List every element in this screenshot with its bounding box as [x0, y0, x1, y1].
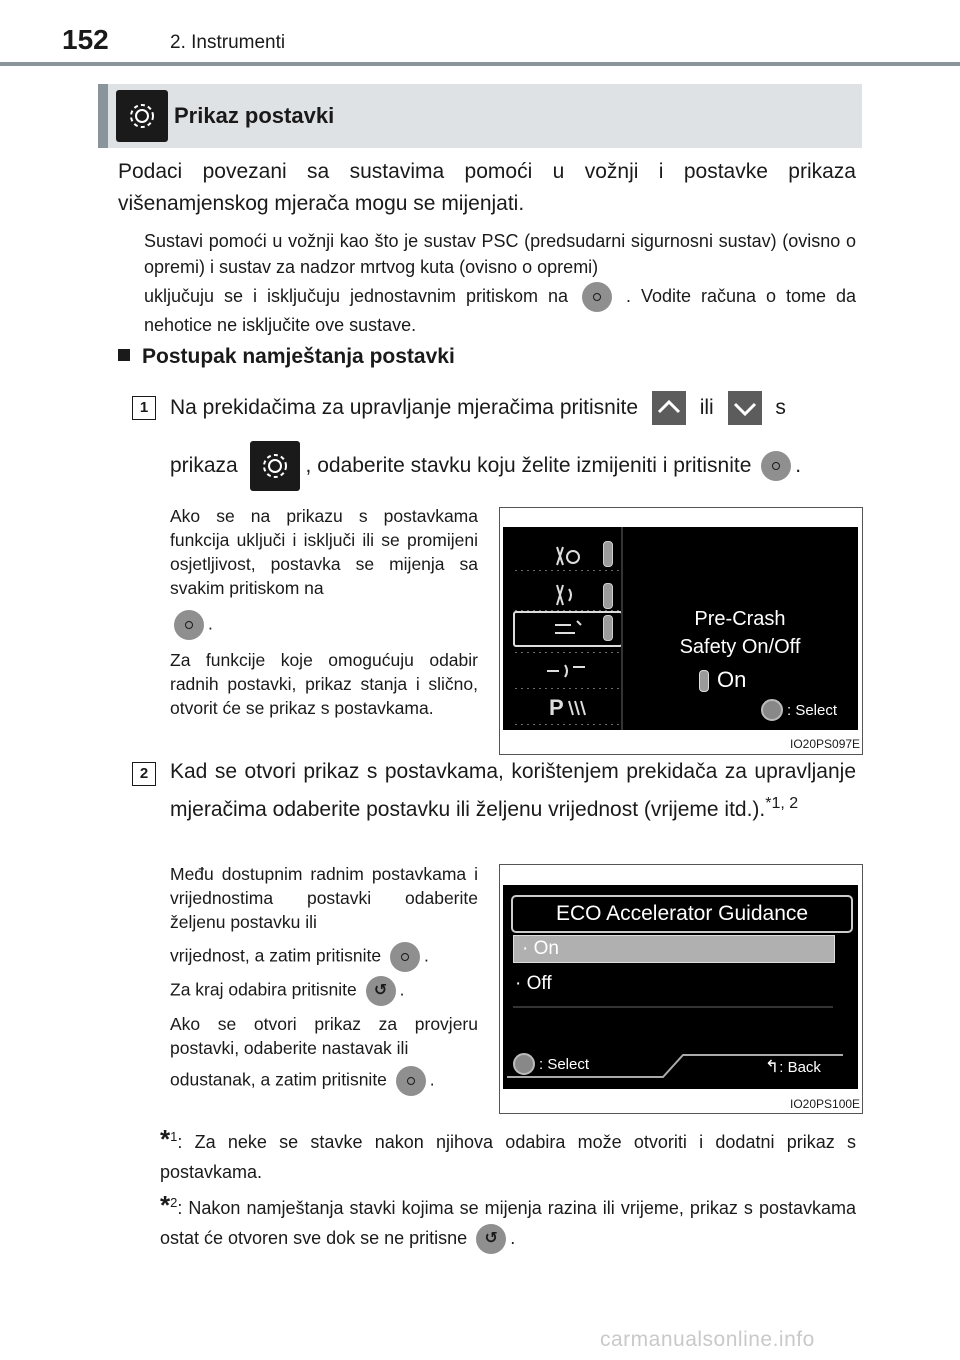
- settings-gear-icon: [116, 90, 168, 142]
- note-text-b: . Vodite računa o tome da nehotice ne isključite ove sustave.: [144, 285, 856, 335]
- step1-line2: prikaza , odaberite stavku koju želite izmijeniti i pritisnite .: [170, 440, 870, 492]
- menu-item-parking: [513, 691, 619, 735]
- setting-value: On: [699, 667, 746, 693]
- back-button-icon: ↺: [366, 976, 396, 1006]
- bullet-square-icon: [118, 349, 130, 361]
- ok-button-icon: [582, 282, 612, 312]
- screenshot-precrash: [499, 507, 863, 755]
- option-on-selected: · On: [513, 935, 835, 963]
- section-title: Prikaz postavki: [174, 103, 335, 128]
- eco-title-box: ECO Accelerator Guidance: [511, 895, 853, 933]
- intro-paragraph: Podaci povezani sa sustavima pomoći u vožnji i postavke prikaza višenamjenskog mjerača mogu se mijenjati.: [118, 160, 856, 215]
- page-number: 152: [62, 24, 109, 55]
- setting-title: Pre-Crash Safety On/Off: [679, 608, 801, 658]
- display-screen: [503, 527, 858, 730]
- option-divider: [513, 1006, 833, 1008]
- header-rule: [0, 62, 960, 66]
- footnote-2: *$^2$: Nakon namještanja stavki kojima se mijenja razina ili vrijeme, prikaz s postavkama ostat će otvoren sve dok se ne pritisne ↺ .: [160, 1188, 856, 1254]
- option-off: · Off: [515, 973, 552, 994]
- display-screen: [503, 885, 858, 1089]
- step2-desc-b: Za kraj odabira pritisnite ↺ .: [170, 976, 490, 1006]
- ok-button-icon: [174, 610, 204, 640]
- footnote-1: *$^1$: Za neke se stavke nakon njihova odabira može otvoriti i dodatni prikaz s postavkama.: [160, 1124, 856, 1182]
- back-button-icon: ↺: [476, 1224, 506, 1254]
- image-code: IO20PS100E: [790, 1097, 861, 1111]
- image-code: IO20PS097E: [790, 737, 861, 751]
- back-arrow-icon: ↰: [765, 1057, 780, 1076]
- step-number-1: 1: [132, 396, 156, 420]
- menu-divider: [513, 723, 621, 726]
- screenshot-eco-guidance: [499, 864, 863, 1114]
- scroll-indicator-1: [603, 541, 613, 567]
- up-arrow-button-icon: [652, 391, 686, 425]
- step2-desc-c2: odustanak, a zatim pritisnite .: [170, 1066, 490, 1096]
- step2-desc-c: Ako se otvori prikaz za provjeru postavki, odaberite nastavak ili: [170, 1014, 478, 1058]
- menu-divider: [513, 687, 621, 690]
- select-button-icon: [761, 699, 783, 721]
- step1-desc-a-end: .: [170, 610, 478, 640]
- step1-desc-b: Za funkcije koje omogućuju odabir radnih postavki, prikaz stanja i slično, otvorit će se prikaz s postavkama.: [170, 650, 478, 718]
- note-text-a: uključuju se i isključuju jednostavnim pritiskom na: [144, 285, 569, 306]
- scroll-indicator-2: [603, 583, 613, 609]
- chapter-title: 2. Instrumenti: [170, 32, 286, 53]
- note-paragraph-line2: [144, 282, 856, 338]
- section-bar: [98, 84, 862, 148]
- ok-button-icon: [390, 942, 420, 972]
- procedure-heading: Postupak namještanja postavki: [118, 345, 455, 369]
- step-number-2: 2: [132, 762, 156, 786]
- step2-desc-a2: vrijednost, a zatim pritisnite .: [170, 942, 490, 972]
- menu-separator: [621, 527, 623, 730]
- note-paragraph-line1: Sustavi pomoći u vožnji kao što je sustav PSC (predsudarni sigurnosni sustav) (ovisno o opremi) i sustav za nadzor mrtvog kuta (ovisno o opremi): [144, 231, 856, 277]
- settings-gear-icon-inline: [250, 441, 300, 491]
- step2-desc-a: Među dostupnim radnim postavkama i vrijednostima postavki odaberite željenu postavku ili: [170, 864, 478, 932]
- svg-text:P: P: [549, 695, 564, 720]
- step1-line1: Na prekidačima za upravljanje mjeračima pritisnite ili s: [170, 391, 856, 425]
- scroll-indicator-3: [603, 615, 613, 641]
- step1-desc-a: Ako se na prikazu s postavkama funkcija uključi i isključi ili se promijeni osjetljivost, postavka se mijenja sa svakim pritiskom na: [170, 506, 478, 598]
- step2-text: Kad se otvori prikaz s postavkama, korištenjem prekidača za upravljanje mjeračima odaberite postavku ili željenu vrijednost (vrijeme itd.).$^{*1, 2}$: [170, 760, 856, 821]
- down-arrow-button-icon: [728, 391, 762, 425]
- select-button-icon: [513, 1053, 535, 1075]
- toggle-indicator: [699, 670, 709, 692]
- back-hint: ↰: Back: [765, 1057, 821, 1076]
- ok-button-icon: [396, 1066, 426, 1096]
- ok-button-icon: [761, 451, 791, 481]
- select-hint: : Select: [513, 1053, 589, 1075]
- watermark: carmanualsonline.info: [600, 1328, 815, 1351]
- select-hint: : Select: [761, 699, 837, 721]
- menu-divider: [513, 569, 621, 572]
- section-accent: [98, 84, 108, 148]
